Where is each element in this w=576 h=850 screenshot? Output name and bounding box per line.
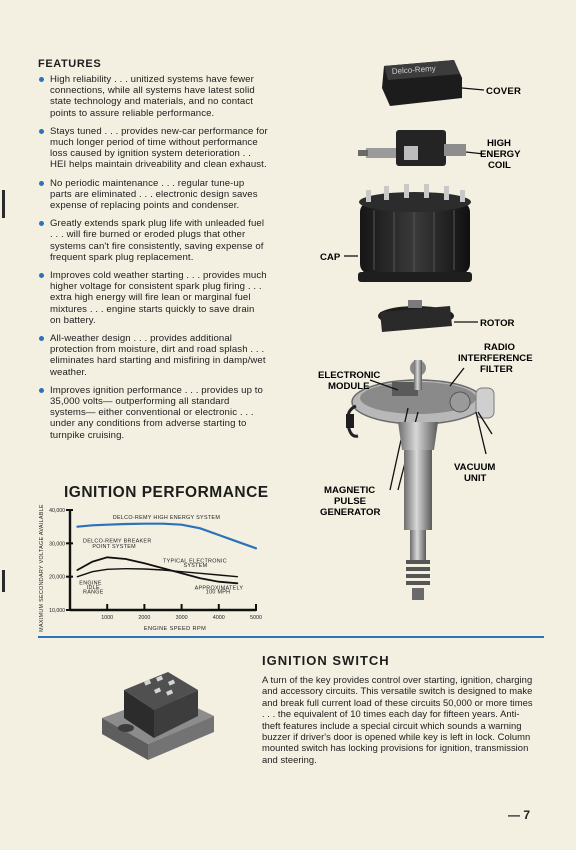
cover-brand-label: Delco-Remy xyxy=(391,63,437,76)
ignition-performance-chart xyxy=(34,502,274,636)
filter-label-line1: RADIO xyxy=(484,342,515,353)
rotor-label: ROTOR xyxy=(480,318,515,329)
ignition-switch-heading: IGNITION SWITCH xyxy=(262,653,390,668)
ignition-switch-image xyxy=(98,660,218,770)
x-tick-label: 5000 xyxy=(250,615,262,621)
pulse-label-line3: GENERATOR xyxy=(320,507,381,518)
x-axis-label: ENGINE SPEED RPM xyxy=(143,626,207,632)
edge-mark xyxy=(2,570,5,592)
cover-part xyxy=(382,60,462,106)
annotation-idle-line1: ENGINE xyxy=(79,580,102,587)
pulse-label-line2: PULSE xyxy=(334,496,366,507)
series-label-electronic-line1: TYPICAL ELECTRONIC xyxy=(163,558,227,565)
vacuum-label-line2: UNIT xyxy=(464,473,487,484)
features-list xyxy=(38,74,268,448)
series-label-breaker-line2: POINT SYSTEM xyxy=(92,544,136,550)
y-tick-label: 20,000 xyxy=(49,574,65,581)
ignition-switch-body: A turn of the key provides control over starting, ignition, charging and accessory circuits. This versatile switch is designed to make and break full current load of these circuits 50,000 or more times . . . the equivalent of 10 times each day for fifteen years. Anti-theft features include a special circuit which sounds a warning buzzer if driver's door is opened while key is left in lock. Column mounted switch has locking provisions for ignition, transmission and steering. xyxy=(262,674,533,765)
chart-title: IGNITION PERFORMANCE xyxy=(64,484,269,501)
rotor-part xyxy=(378,300,454,332)
features-heading: FEATURES xyxy=(38,58,102,70)
section-divider xyxy=(38,636,544,638)
cover-label: COVER xyxy=(486,86,522,97)
x-tick-label: 4000 xyxy=(212,615,225,621)
feature-item: Improves cold weather starting . . . provides much higher voltage for consistent spark plug firing . . . extra high energy will fire lean or marginal fuel mixtures . . . engine starts quickly to save drain on battery. xyxy=(38,270,268,326)
vacuum-label-line1: VACUUM xyxy=(454,462,496,473)
cap-label: CAP xyxy=(320,252,341,263)
edge-mark xyxy=(2,190,5,218)
feature-item: High reliability . . . unitized systems have fewer connections, while all systems have latest solid state technology and materials, and no contact points to assure reliable performance. xyxy=(38,74,268,119)
cover-leader-line xyxy=(462,88,484,90)
high-energy-coil-part xyxy=(358,130,466,166)
x-tick-label: 3000 xyxy=(175,615,188,621)
coil-label-line1: HIGH xyxy=(487,138,511,149)
annotation-mph-line2: 100 MPH xyxy=(205,589,231,596)
coil-label-line2: ENERGY xyxy=(480,149,521,160)
series-label-high-energy: DELCO-REMY HIGH ENERGY SYSTEM xyxy=(112,515,221,521)
feature-item: No periodic maintenance . . . regular tune-up parts are eliminated . . . electronic design saves expense of replacing points and condenser. xyxy=(38,178,268,212)
annotation-idle-line2: IDLE xyxy=(86,585,100,591)
series-line-3 xyxy=(77,569,237,577)
series-label-breaker-line1: DELCO-REMY BREAKER xyxy=(83,538,152,545)
hei-distributor-diagram xyxy=(300,50,544,610)
filter-label-line3: FILTER xyxy=(480,364,513,375)
feature-item: All-weather design . . . provides additional protection from moisture, dirt and road splash . . . eliminates hard starting and misfiring in damp/wet weather. xyxy=(38,333,268,378)
filter-label-line2: INTERFERENCE xyxy=(458,353,533,364)
feature-item: Stays tuned . . . provides new-car performance for much longer period of time without performance loss caused by ignition system deterioration . . HEI helps maintain driveability and clean exhaust. xyxy=(38,126,268,171)
y-tick-label: 10,000 xyxy=(49,608,65,614)
pulse-label-line1: MAGNETIC xyxy=(324,485,376,496)
annotation-idle-line3: RANGE xyxy=(83,589,104,596)
filter-leader-line xyxy=(450,368,464,386)
series-label-electronic-line2: SYSTEM xyxy=(183,563,208,569)
cap-part xyxy=(358,184,472,282)
y-axis-label: MAXIMUM SECONDARY VOLTAGE AVAILABLE xyxy=(39,504,45,632)
y-tick-label: 40,000 xyxy=(49,508,65,514)
coil-label-line3: COIL xyxy=(488,160,511,171)
module-label-line2: MODULE xyxy=(328,381,370,392)
annotation-mph-line1: APPROXIMATELY xyxy=(194,585,244,592)
x-tick-label: 2000 xyxy=(138,615,151,621)
x-tick-label: 1000 xyxy=(101,615,114,621)
module-label-line1: ELECTRONIC xyxy=(318,370,381,381)
feature-item: Improves ignition performance . . . provides up to 35,000 volts— outperforming all standard systems— either conventional or electronic . . . under any conditions from adverse starting to turnpike cruising. xyxy=(38,385,268,441)
feature-item: Greatly extends spark plug life with unleaded fuel . . . will fire burned or eroded plugs that other systems can't fire consistently, saving expense of frequent spark plug replacement. xyxy=(38,218,268,263)
y-tick-label: 30,000 xyxy=(49,541,65,548)
distributor-shaft xyxy=(398,422,438,600)
page-number: — 7 xyxy=(508,808,531,822)
